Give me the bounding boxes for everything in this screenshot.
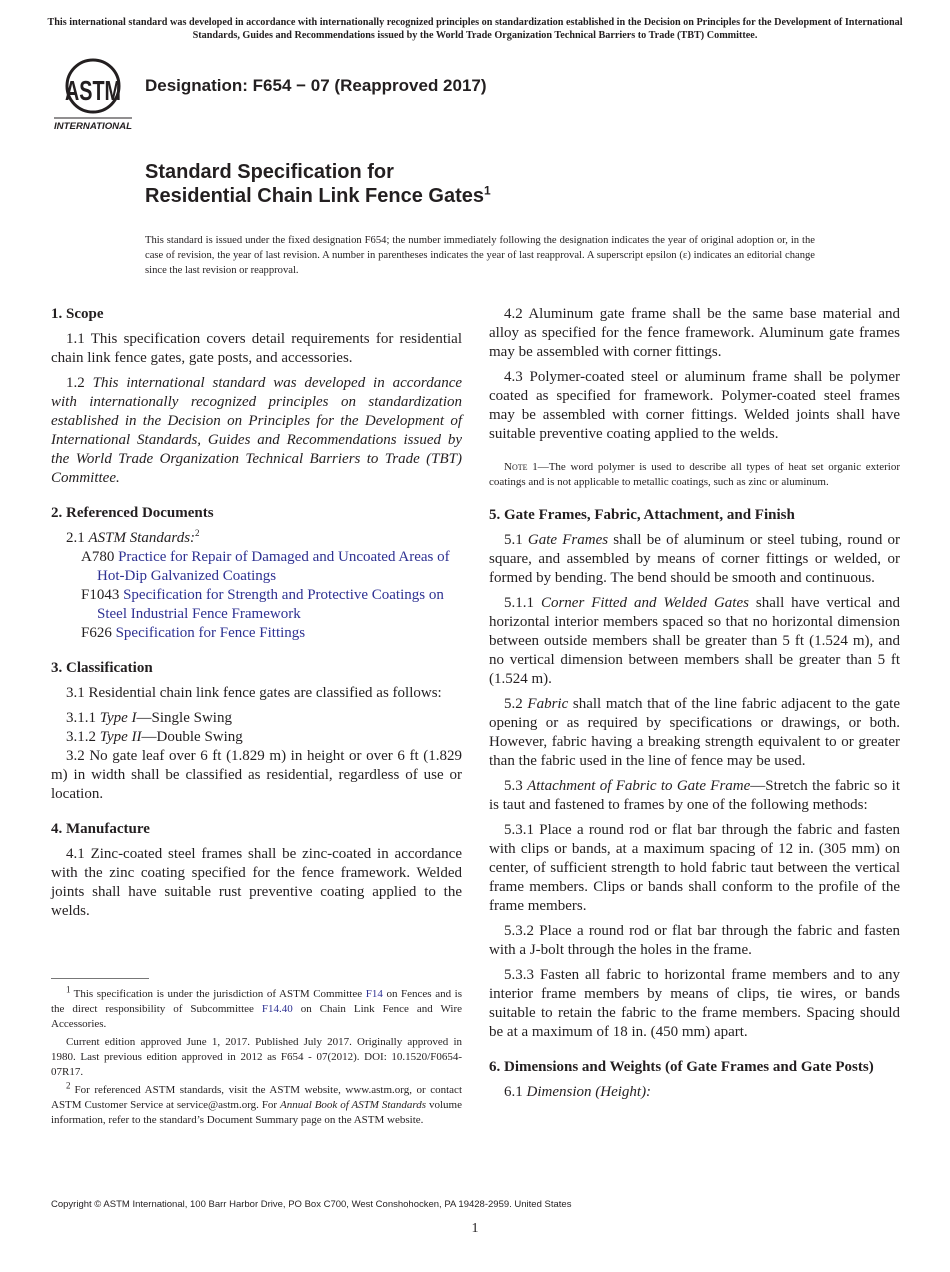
- text-run: 3. Classification: [51, 660, 153, 676]
- paragraph: [489, 1083, 900, 1102]
- text-run: Current edition approved June 1, 2017. Published July 2017. Originally approved in 1980. Last previous edition approved in 2012 as F654 - 07(2012). DOI: 10.1520/F0654-07R17.: [51, 1036, 462, 1078]
- note: [489, 460, 900, 490]
- footnote: [51, 1080, 462, 1128]
- text-run: 1. Scope: [51, 306, 104, 322]
- paragraph: [489, 777, 900, 815]
- section-heading: [51, 504, 462, 523]
- title-line-1: Standard Specification for: [145, 161, 394, 183]
- text-run: 4.2 Aluminum gate frame shall be the same base material and alloy as specified for the fence framework. Aluminum gate frames may be assembled with corner fittings.: [489, 306, 900, 360]
- text-run: Attachment of Fabric to Gate Frame: [527, 778, 751, 794]
- footnote-rule: [51, 978, 149, 979]
- text-run: 1.2: [66, 375, 93, 391]
- reference-link[interactable]: F14: [365, 988, 383, 1000]
- text-run: 2. Referenced Documents: [51, 505, 214, 521]
- section-heading: [51, 659, 462, 678]
- text-run: 2.1: [66, 530, 89, 546]
- footnote-ref[interactable]: 1: [66, 984, 74, 995]
- paragraph: [489, 821, 900, 916]
- title-footnote-ref[interactable]: 1: [483, 183, 491, 198]
- section-heading: [489, 1058, 900, 1077]
- text-run: Note: [504, 461, 528, 473]
- text-run: —Single Swing: [136, 710, 232, 726]
- text-run: This specification is under the jurisdiction of ASTM Committee: [73, 988, 366, 1000]
- text-run: 1—The word polymer is used to describe all types of heat set organic exterior coatings and is not applicable to metallic coatings, such as zinc or aluminum.: [489, 461, 900, 488]
- text-run: 5.1: [504, 532, 528, 548]
- text-run: —Double Swing: [141, 729, 243, 745]
- text-run: A780: [81, 549, 119, 565]
- text-run: 3.2 No gate leaf over 6 ft (1.829 m) in height or over 6 ft (1.829 m) in width shall be classified as residential, regardless of use or location.: [51, 748, 462, 802]
- designation: Designation: F654 − 07 (Reapproved 2017): [145, 76, 487, 95]
- svg-text:INTERNATIONAL: INTERNATIONAL: [54, 121, 133, 132]
- text-run: F626: [81, 625, 116, 641]
- paragraph: [489, 594, 900, 689]
- text-run: 5. Gate Frames, Fabric, Attachment, and Finish: [489, 507, 795, 523]
- footnote-ref[interactable]: 2: [195, 528, 200, 538]
- list-line: [51, 529, 462, 548]
- referenced-document: [66, 586, 462, 624]
- list-line: [51, 728, 462, 747]
- text-run: 5.3: [504, 778, 528, 794]
- paragraph: [51, 747, 462, 804]
- text-run: 3.1.2: [66, 729, 100, 745]
- page-number: 1: [471, 1221, 479, 1236]
- text-run: Type II: [99, 729, 142, 745]
- text-run: For referenced ASTM standards, visit the ASTM website, www.astm.org, or contact ASTM Customer Service at service@astm.org. For: [51, 1084, 462, 1111]
- text-run: —Stretch the fabric so it is taut and fastened to frames by one of the following methods:: [489, 778, 901, 813]
- footnote: [51, 984, 463, 1032]
- text-run: 3.1 Residential chain link fence gates are classified as follows:: [66, 685, 442, 701]
- paragraph: [51, 374, 462, 488]
- reference-link[interactable]: F14.40: [261, 1003, 293, 1015]
- paragraph: [489, 368, 900, 444]
- footnote-ref[interactable]: 2: [66, 1080, 75, 1091]
- left-column: [51, 305, 462, 927]
- referenced-document: [66, 624, 462, 643]
- text-run: 6.1: [504, 1084, 527, 1100]
- paragraph: [489, 695, 900, 771]
- paragraph: [51, 684, 462, 703]
- text-run: 5.3.3 Fasten all fabric to horizontal frame members and to any interior frame members by means of clips, tie wires, or bands suitable to retain the fabric to the frame members. Spacing should be at a maximum of 18 in. (450 mm) apart.: [489, 967, 900, 1040]
- intro-paragraph: This standard is issued under the fixed designation F654; the number immediately following the designation indicates the year of original adoption or, in the case of revision, the year of last revision. A number in parentheses indicates the year of last reapproval. A superscript epsilon (ε) indicates an editorial change since the last revision or reapproval.: [145, 235, 815, 276]
- text-run: 5.3.2 Place a round rod or flat bar through the fabric and fasten with a J-bolt through the holes in the frame.: [489, 923, 900, 958]
- text-run: Corner Fitted and Welded Gates: [540, 595, 749, 611]
- text-run: shall match that of the line fabric adjacent to the gate opening or as required by specifications or drawings, or both. However, fabric having a breaking strength equivalent to or greater than the fabric used in the line of fence may be used.: [489, 696, 901, 769]
- paragraph: [51, 330, 462, 368]
- paragraph: [489, 966, 900, 1042]
- section-heading: [489, 506, 900, 525]
- text-run: shall have vertical and horizontal interior members spaced so that no horizontal dimension between outside members shall be greater than 5 ft (1.524 m), and no vertical dimension between members shall be greater than 5 ft (1.524 m).: [489, 595, 900, 687]
- text-run: 1.1 This specification covers detail requirements for residential chain link fence gates, gate posts, and accessories.: [51, 331, 462, 366]
- title-line-2: Residential Chain Link Fence Gates: [145, 185, 484, 207]
- text-run: 4.3 Polymer-coated steel or aluminum frame shall be polymer coated as specified for framework. Polymer-coated steel frames may be assembled with corner fittings. Welded joints shall have suitable preventive coating applied to the welds.: [489, 369, 900, 442]
- footnotes: [51, 978, 462, 1131]
- text-run: volume information, refer to the standard’s Document Summary page on the ASTM website.: [51, 1099, 462, 1126]
- reference-link[interactable]: Specification for Strength and Protective Coatings on Steel Industrial Fence Framework: [97, 587, 444, 622]
- text-run: 5.2: [504, 696, 528, 712]
- reference-link[interactable]: Specification for Fence Fittings: [115, 625, 306, 641]
- section-heading: [51, 820, 462, 839]
- astm-logo: [52, 56, 134, 132]
- list-line: [51, 709, 462, 728]
- text-run: 6. Dimensions and Weights (of Gate Frames and Gate Posts): [489, 1059, 874, 1075]
- text-run: 4. Manufacture: [51, 821, 150, 837]
- right-column: [489, 305, 900, 1108]
- text-run: This international standard was developed in accordance with internationally recognized principles on standardization established in the Decision on Principles for the Development of International Standards, Guides and Recommendations issued by the World Trade Organization Technical Barriers to Trade (TBT) Committee.: [51, 375, 463, 486]
- section-heading: [51, 305, 462, 324]
- text-run: 5.3.1 Place a round rod or flat bar through the fabric and fasten with clips or bands, at a maximum spacing of 12 in. (305 mm) on center, of sufficient strength to hold fabric taut between the vertical frame members. Clips or bands shall conform to the profile of the frame members.: [489, 822, 900, 914]
- text-run: Gate Frames: [527, 532, 609, 548]
- paragraph: [489, 922, 900, 960]
- document-title: [145, 160, 491, 208]
- footnote: [51, 1035, 462, 1080]
- text-run: 4.1 Zinc-coated steel frames shall be zinc-coated in accordance with the zinc coating specified for the fence framework. Welded joints shall have suitable rust preventive coating applied to the welds.: [51, 846, 462, 919]
- text-run: on Fences and is the direct responsibility of Subcommittee: [51, 988, 463, 1015]
- referenced-document: [66, 548, 462, 586]
- paragraph: [51, 845, 462, 921]
- reference-link[interactable]: Practice for Repair of Damaged and Uncoated Areas of Hot-Dip Galvanized Coatings: [97, 549, 450, 584]
- copyright: Copyright © ASTM International, 100 Barr Harbor Drive, PO Box C700, West Conshohocken, PA 19428-2959. United States: [51, 1199, 572, 1210]
- text-run: ASTM Standards:: [88, 530, 196, 546]
- text-run: shall be of aluminum or steel tubing, round or square, and assembled by means of corner fittings or welded, or formed by bending. The bend should be smooth and continuous.: [489, 532, 900, 586]
- paragraph: [489, 531, 900, 588]
- text-run: 5.1.1: [504, 595, 541, 611]
- text-run: on Chain Link Fence and Wire Accessories.: [51, 1003, 463, 1030]
- text-run: 3.1.1: [66, 710, 100, 726]
- text-run: Dimension (Height):: [526, 1084, 652, 1100]
- text-run: Annual Book of ASTM Standards: [280, 1099, 427, 1111]
- paragraph: [489, 305, 900, 362]
- text-run: Type I: [99, 710, 137, 726]
- tbt-banner: This international standard was developed in accordance with internationally recognized principles on standardization established in the Decision on Principles for the Development of International Standards, Guides and Recommendations issued by the World Trade Organization Technical Barriers to Trade (TBT) Committee.: [47, 17, 903, 41]
- text-run: F1043: [81, 587, 124, 603]
- svg-text:ASTM: ASTM: [65, 75, 121, 106]
- text-run: Fabric: [527, 696, 569, 712]
